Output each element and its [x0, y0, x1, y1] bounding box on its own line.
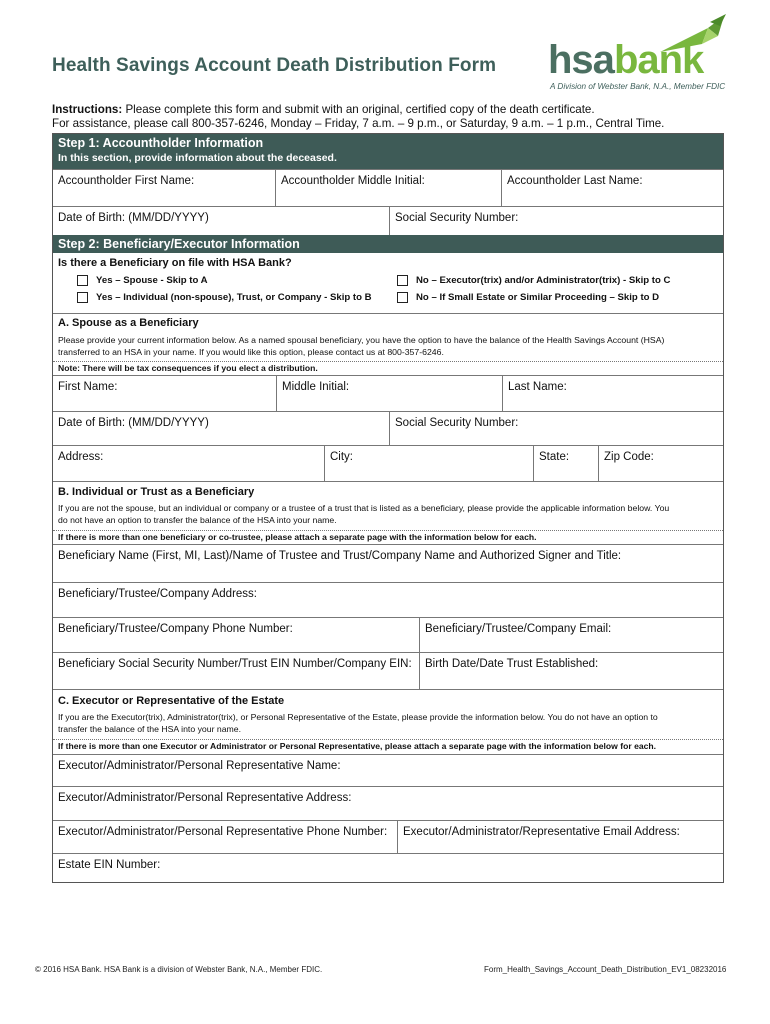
executor-name-field[interactable]: Executor/Administrator/Personal Representative Name:	[58, 760, 341, 772]
step1-header	[53, 134, 723, 169]
section-a-address-row	[53, 445, 723, 481]
section-a-text: Please provide your current information below. As a named spousal beneficiary, you have the option to have the balance of the Health Savings Account (HSA) transferred to an HSA in your name. If you would like this option, please contact us at 800-357-6246.	[58, 335, 665, 357]
option-yes-spouse[interactable]: Yes – Spouse - Skip to A	[77, 275, 208, 286]
spouse-first-name-field[interactable]: First Name:	[58, 381, 118, 393]
executor-phone-field[interactable]: Executor/Administrator/Personal Representative Phone Number:	[58, 826, 388, 838]
footer-form-id: Form_Health_Savings_Account_Death_Distribution_EV1_08232016	[484, 965, 727, 974]
estate-ein-field[interactable]: Estate EIN Number:	[58, 859, 161, 871]
logo-hsa: hsa	[548, 38, 614, 82]
section-c-ein-row	[53, 853, 723, 883]
beneficiary-birth-date-field[interactable]: Birth Date/Date Trust Established:	[419, 653, 723, 689]
executor-address-field[interactable]: Executor/Administrator/Personal Representative Address:	[58, 792, 352, 804]
step2-header	[53, 235, 723, 253]
accountholder-last-name-field[interactable]: Accountholder Last Name:	[501, 170, 723, 206]
checkbox[interactable]	[77, 275, 88, 286]
option-no-executor[interactable]: No – Executor(trix) and/or Administrator(trix) - Skip to C	[397, 275, 670, 286]
section-b-title: B. Individual or Trust as a Beneficiary	[58, 486, 255, 498]
spouse-state-field[interactable]: State:	[533, 446, 598, 481]
instructions	[52, 103, 732, 131]
section-c-text: If you are the Executor(trix), Administrator(trix), or Personal Representative of the Estate, please provide the information below. You do not have an option to transfer the balance of the HSA into your name.	[58, 712, 658, 734]
section-a-title: A. Spouse as a Beneficiary	[58, 317, 199, 329]
section-c-contact-row	[53, 820, 723, 853]
accountholder-middle-initial-field[interactable]: Accountholder Middle Initial:	[275, 170, 501, 206]
beneficiary-address-field[interactable]: Beneficiary/Trustee/Company Address:	[58, 588, 257, 600]
spouse-last-name-field[interactable]: Last Name:	[502, 376, 723, 411]
section-b-address-row	[53, 582, 723, 617]
step1-dob-row	[53, 206, 723, 235]
checkbox[interactable]	[397, 275, 408, 286]
section-c-title: C. Executor or Representative of the Estate	[58, 695, 285, 707]
logo-bank: bank	[613, 38, 704, 82]
instructions-label: Instructions:	[52, 103, 123, 116]
section-a-note: Note: There will be tax consequences if you elect a distribution.	[53, 361, 723, 375]
beneficiary-question: Is there a Beneficiary on file with HSA Bank?	[58, 257, 292, 269]
step1-title: Step 1: Accountholder Information	[58, 136, 264, 150]
section-c-address-row	[53, 786, 723, 820]
instructions-line2: For assistance, please call 800-357-6246, Monday – Friday, 7 a.m. – 9 p.m., or Saturday, 9 a.m. – 1 p.m., Central Time.	[52, 117, 665, 130]
spouse-zip-field[interactable]: Zip Code:	[598, 446, 723, 481]
section-b-contact-row	[53, 617, 723, 652]
accountholder-ssn-field[interactable]: Social Security Number:	[389, 207, 723, 235]
page-title: Health Savings Account Death Distribution Form	[52, 55, 497, 76]
section-a-dob-row	[53, 411, 723, 445]
section-b-id-row	[53, 652, 723, 689]
form-body	[52, 133, 724, 883]
spouse-dob-field[interactable]: Date of Birth: (MM/DD/YYYY)	[58, 417, 209, 429]
section-c-note: If there is more than one Executor or Administrator or Personal Representative, please attach a separate page with the information below for each.	[53, 739, 723, 753]
spouse-ssn-field[interactable]: Social Security Number:	[389, 412, 723, 445]
section-b-intro	[53, 481, 723, 544]
option-no-small-estate[interactable]: No – If Small Estate or Similar Proceeding – Skip to D	[397, 292, 659, 303]
logo-tagline: A Division of Webster Bank, N.A., Member FDIC	[550, 82, 726, 91]
accountholder-first-name-field[interactable]: Accountholder First Name:	[58, 175, 195, 187]
section-b-name-row	[53, 544, 723, 582]
section-c-name-row	[53, 754, 723, 786]
beneficiary-phone-field[interactable]: Beneficiary/Trustee/Company Phone Number:	[58, 623, 293, 635]
section-a-name-row	[53, 375, 723, 411]
beneficiary-name-field[interactable]: Beneficiary Name (First, MI, Last)/Name of Trustee and Trust/Company Name and Authorized Signer and Title:	[58, 550, 622, 562]
logo-wordmark	[548, 40, 703, 80]
executor-email-field[interactable]: Executor/Administrator/Representative Email Address:	[397, 821, 723, 853]
checkbox[interactable]	[77, 292, 88, 303]
step1-subtitle: In this section, provide information about the deceased.	[58, 152, 337, 164]
checkbox[interactable]	[397, 292, 408, 303]
step1-name-row	[53, 169, 723, 206]
option-yes-individual[interactable]: Yes – Individual (non-spouse), Trust, or Company - Skip to B	[77, 292, 372, 303]
footer-copyright: © 2016 HSA Bank. HSA Bank is a division of Webster Bank, N.A., Member FDIC.	[35, 965, 323, 974]
section-b-note: If there is more than one beneficiary or co-trustee, please attach a separate page with the information below for each.	[53, 530, 723, 544]
spouse-address-field[interactable]: Address:	[58, 451, 104, 463]
accountholder-dob-field[interactable]: Date of Birth: (MM/DD/YYYY)	[58, 212, 209, 224]
spouse-city-field[interactable]: City:	[324, 446, 533, 481]
hsa-bank-logo	[548, 16, 728, 96]
section-b-text: If you are not the spouse, but an individual or company or a trustee of a trust that is listed as a beneficiary, please provide the applicable information below. You do not have an option to transfer the balance of the HSA into your name.	[58, 503, 670, 525]
instructions-line1: Please complete this form and submit with an original, certified copy of the death certificate.	[125, 103, 595, 116]
beneficiary-question-block	[53, 253, 723, 313]
section-c-intro	[53, 689, 723, 754]
step2-title: Step 2: Beneficiary/Executor Information	[58, 237, 300, 251]
beneficiary-email-field[interactable]: Beneficiary/Trustee/Company Email:	[419, 618, 723, 652]
section-a-intro	[53, 313, 723, 375]
beneficiary-ssn-ein-field[interactable]: Beneficiary Social Security Number/Trust EIN Number/Company EIN:	[58, 658, 412, 670]
spouse-middle-initial-field[interactable]: Middle Initial:	[276, 376, 502, 411]
